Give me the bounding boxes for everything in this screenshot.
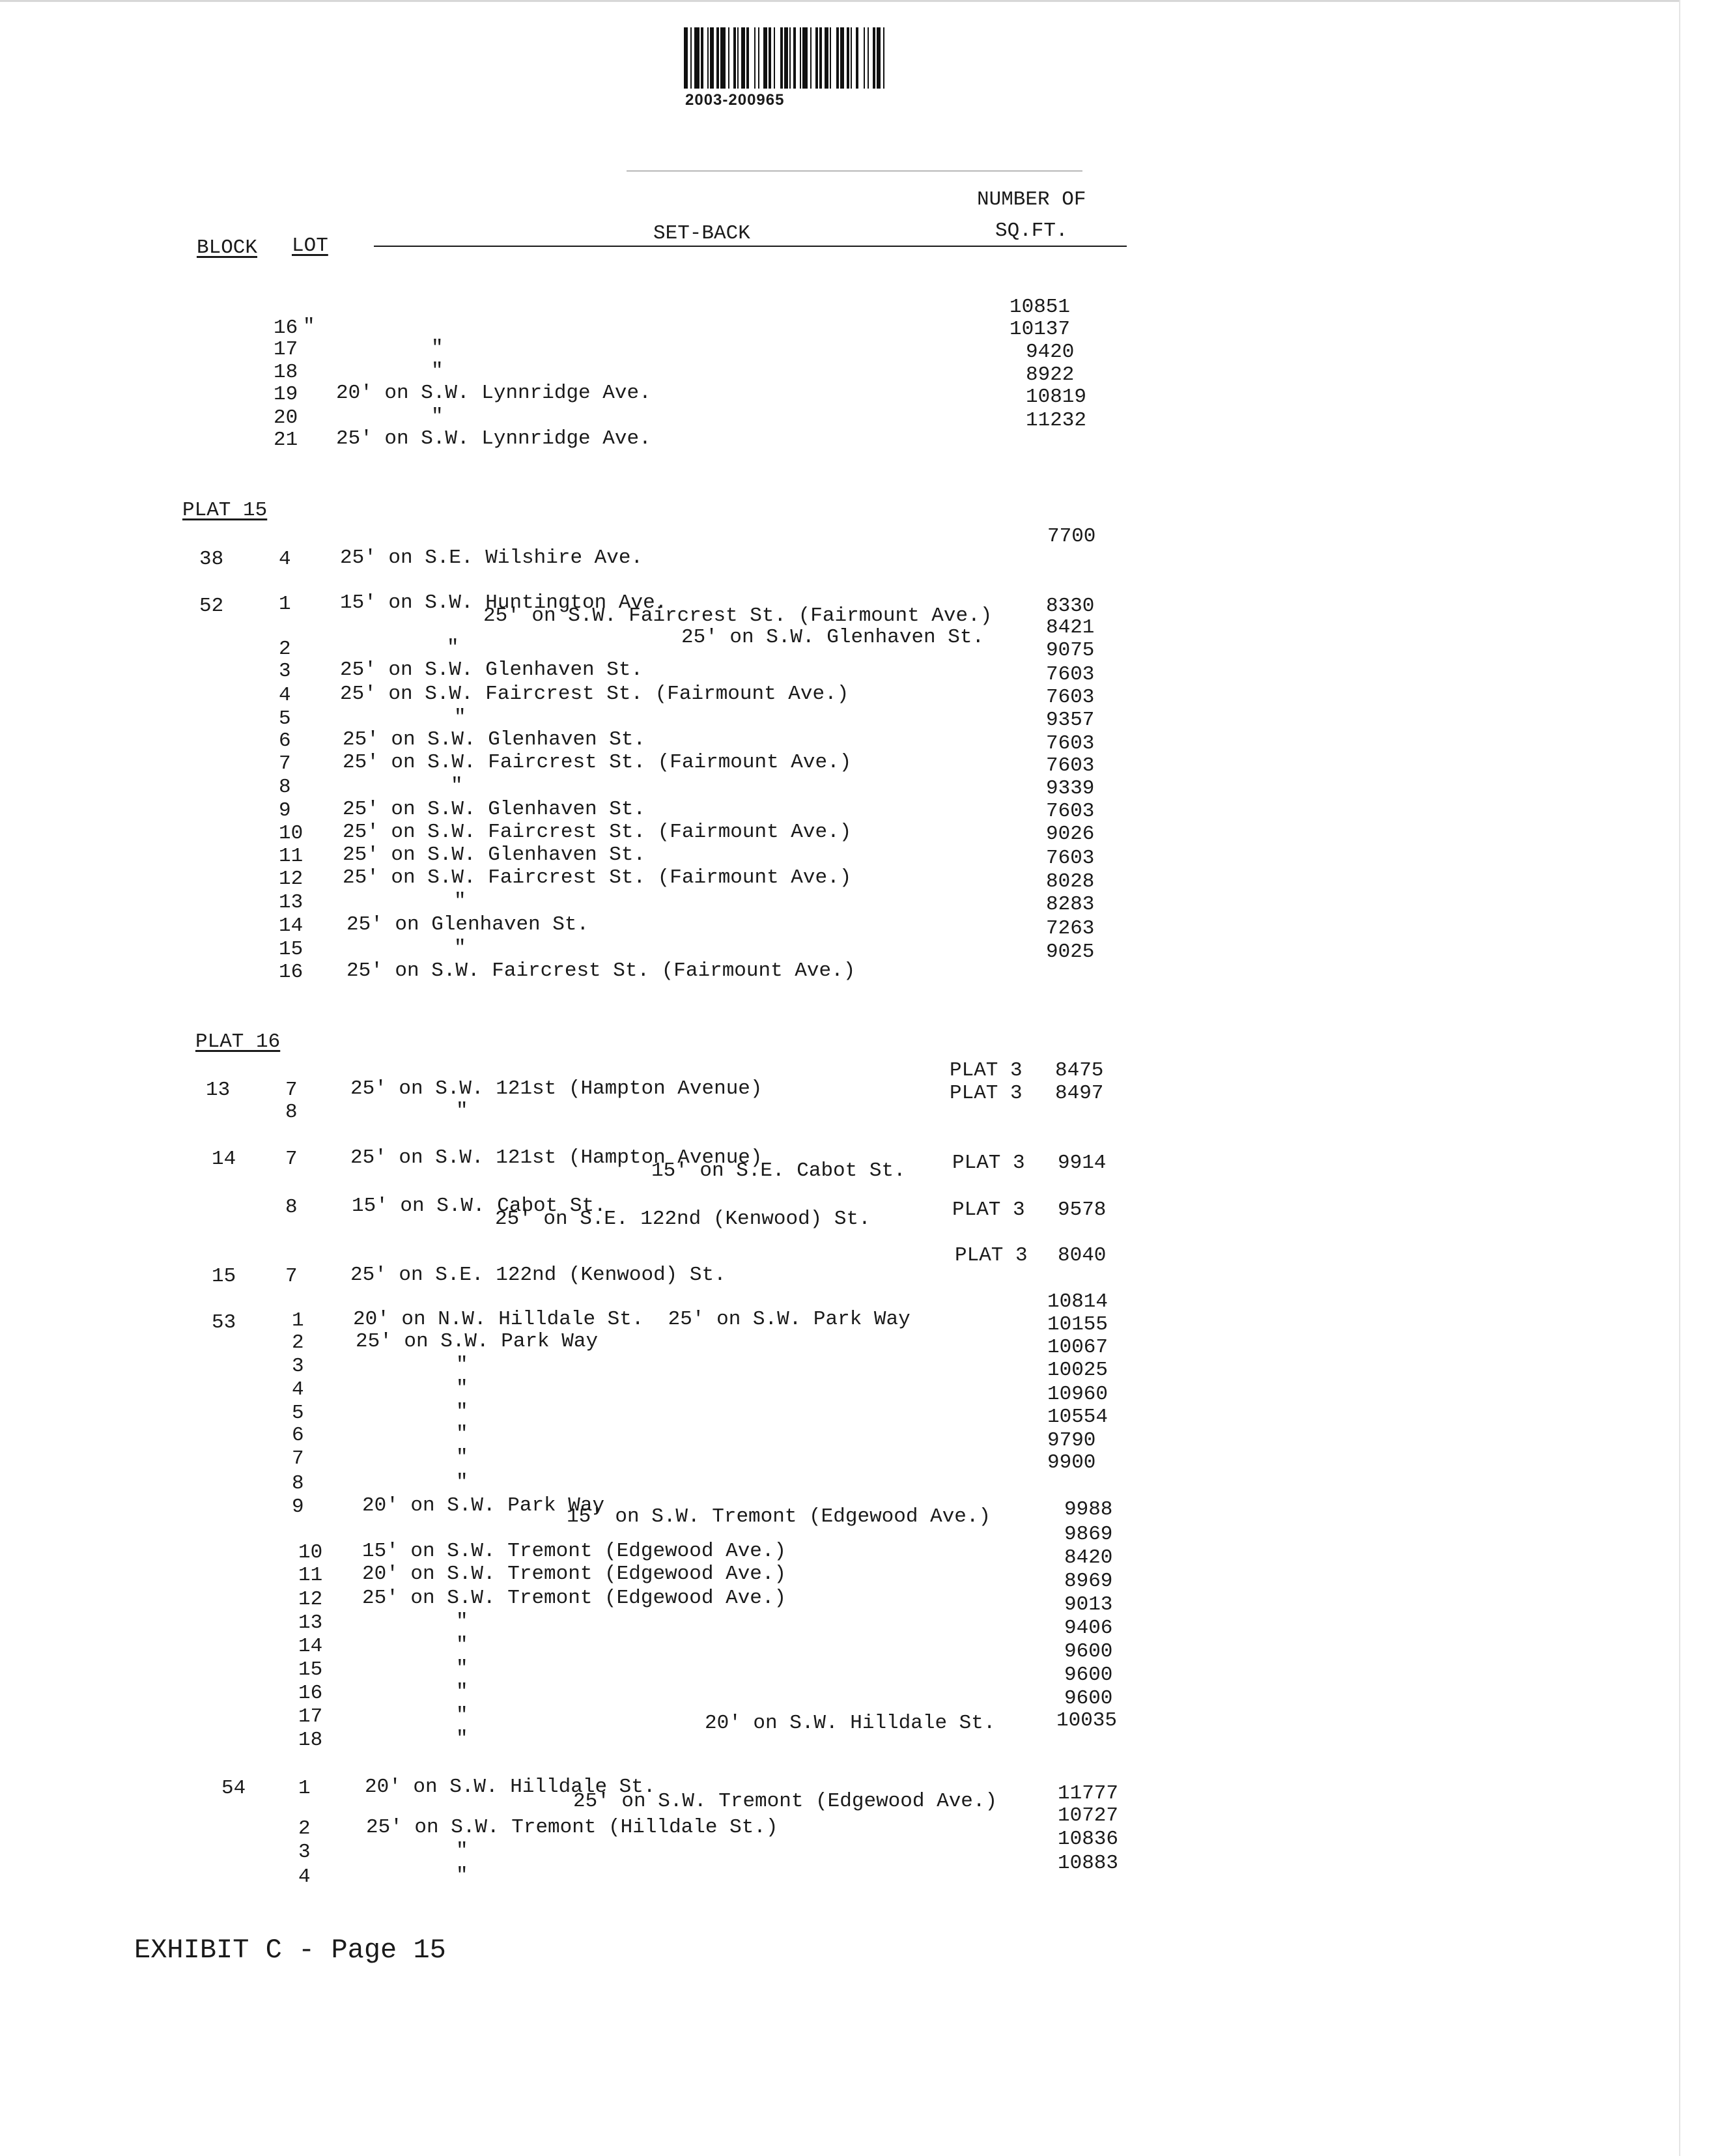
setback-text: " [456,1681,468,1703]
plat-reference: PLAT 3 [952,1199,1025,1221]
setback-text: 20' on S.W. Hilldale St. [365,1776,656,1798]
lot-number: 5 [292,1402,304,1425]
sqft-value: 10883 [1058,1852,1119,1875]
sqft-value: 9420 [1026,341,1075,363]
lot-number: 7 [285,1079,298,1101]
sqft-value: 10727 [1058,1804,1119,1827]
lot-number: 4 [292,1378,304,1401]
lot-number: 2 [298,1817,311,1840]
setback-text-secondary: 25' on S.W. Tremont (Edgewood Ave.) [573,1790,998,1813]
lot-number: 9 [292,1496,304,1518]
setback-text: 25' on S.W. Faircrest St. (Fairmount Ave.) [343,751,852,774]
sqft-value: 8040 [1058,1244,1107,1267]
setback-text: " [456,1354,468,1376]
lot-number: 1 [292,1309,304,1332]
lot-number: 4 [279,548,291,571]
sqft-value: 9026 [1046,823,1095,845]
setback-text: 25' on S.E. Wilshire Ave. [340,546,643,569]
lot-number: 15 [298,1658,323,1681]
setback-text: " [456,1377,468,1400]
setback-text: 15' on S.W. Cabot St. [352,1195,606,1217]
plat-reference: PLAT 3 [955,1244,1028,1267]
lot-number: 8 [279,776,291,799]
sqft-value: 9914 [1058,1152,1107,1174]
lot-number: 8 [285,1101,298,1124]
setback-text: " [456,1727,468,1750]
lot-number: 4 [279,684,291,707]
lot-number: 3 [298,1841,311,1864]
sqft-value: 7603 [1046,847,1095,870]
block-number: 38 [199,548,224,571]
setback-text: " [456,1099,468,1122]
setback-text-secondary: 15' on S.E. Cabot St. [651,1159,906,1182]
lot-number: 9 [279,799,291,822]
sqft-value: 10067 [1047,1336,1109,1359]
lot-number: 18 [274,361,298,384]
sqft-value: 11232 [1026,409,1087,432]
setback-text: 25' on S.W. Glenhaven St. [343,798,646,821]
lot-number: 2 [279,638,291,660]
sqft-value: 11777 [1058,1782,1119,1805]
lot-number: 6 [292,1424,304,1447]
lot-number: 1 [298,1777,311,1800]
sqft-value: 10960 [1047,1383,1109,1406]
sqft-value: 8028 [1046,870,1095,893]
lot-number: 5 [279,707,291,730]
setback-text: " [303,315,315,338]
block-number: 15 [212,1265,236,1288]
plat-reference: PLAT 3 [950,1082,1023,1105]
setback-text: 25' on S.W. Lynnridge Ave. [336,427,651,450]
block-number: 52 [199,595,224,617]
setback-text: " [456,1610,468,1633]
lot-number: 7 [285,1148,298,1170]
header-sqft: SQ.FT. [995,220,1068,242]
sqft-value: 7263 [1046,917,1095,940]
setback-text: " [456,1400,468,1423]
setback-text: " [456,1634,468,1656]
page-top-edge [0,0,1680,2]
setback-text: 25' on S.W. Park Way [356,1330,599,1353]
setback-text: 15' on S.W. Huntington Ave. [340,591,668,614]
setback-text: 25' on S.E. 122nd (Kenwood) St. [350,1264,726,1286]
lot-number: 1 [279,593,291,616]
sqft-value: 7603 [1046,732,1095,755]
setback-text: " [456,1471,468,1494]
lot-number: 12 [298,1588,323,1611]
setback-text: 15' on S.W. Tremont (Edgewood Ave.) [362,1540,787,1563]
lot-number: 13 [279,891,304,914]
sqft-value: 7603 [1046,800,1095,823]
setback-text: " [456,1446,468,1469]
sqft-value: 8421 [1046,616,1095,639]
setback-text-secondary: 25' on S.W. Faircrest St. (Fairmount Ave.) [483,604,993,627]
plat-section-label: PLAT 15 [182,499,268,522]
block-number: 53 [212,1311,236,1334]
sqft-value: 10035 [1056,1709,1118,1732]
sqft-value: 8330 [1046,595,1095,617]
sqft-value: 9578 [1058,1199,1107,1221]
lot-number: 3 [292,1355,304,1378]
setback-text-secondary: 15' on S.W. Tremont (Edgewood Ave.) [567,1505,991,1528]
lot-number: 15 [279,938,304,961]
lot-number: 19 [274,383,298,406]
setback-text: 25' on S.W. Faircrest St. (Fairmount Ave.) [346,959,856,982]
sqft-value: 9600 [1064,1687,1113,1710]
sqft-value: 9869 [1064,1523,1113,1546]
lot-number: 8 [292,1472,304,1495]
lot-number: 14 [298,1635,323,1658]
setback-text: " [454,890,466,913]
lot-number: 10 [298,1541,323,1564]
setback-text-secondary: 25' on S.W. Glenhaven St. [681,626,985,649]
sqft-value: 8475 [1055,1059,1104,1082]
setback-text: 25' on S.W. Glenhaven St. [343,728,646,751]
lot-number: 11 [298,1564,323,1587]
lot-number: 20 [274,406,298,429]
lot-number: 18 [298,1729,323,1752]
setback-text: " [454,937,466,959]
sqft-value: 9600 [1064,1664,1113,1686]
header-setback: SET-BACK [653,222,750,245]
header-block: BLOCK [197,236,258,259]
sqft-value: 10025 [1047,1359,1109,1382]
plat-reference: PLAT 3 [950,1059,1023,1082]
sqft-value: 8420 [1064,1546,1113,1569]
setback-text: 25' on S.W. Faircrest St. (Fairmount Ave.) [343,821,852,844]
setback-text: " [431,337,444,360]
barcode-image [684,27,980,89]
setback-text: 25' on S.W. Tremont (Edgewood Ave.) [362,1587,787,1610]
setback-text: " [447,636,459,659]
setback-text: " [454,706,466,729]
setback-text: 25' on S.W. Faircrest St. (Fairmount Ave.) [340,683,849,705]
setback-text: " [456,1657,468,1680]
setback-text: " [456,1423,468,1445]
lot-number: 16 [274,317,298,339]
setback-text: " [431,360,444,382]
setback-text: 25' on S.W. Glenhaven St. [340,659,643,681]
block-number: 54 [221,1777,246,1800]
sqft-value: 9357 [1046,709,1095,731]
sqft-value: 9075 [1046,639,1095,662]
lot-number: 6 [279,730,291,752]
setback-text: 25' on S.W. Faircrest St. (Fairmount Ave.) [343,866,852,889]
setback-text: " [456,1839,468,1862]
sqft-value: 7603 [1046,686,1095,709]
setback-text: 20' on S.W. Tremont (Edgewood Ave.) [362,1563,787,1585]
setback-text: " [456,1704,468,1727]
lot-number: 7 [279,752,291,775]
lot-number: 2 [292,1331,304,1354]
sqft-value: 9790 [1047,1429,1096,1452]
header-number-of: NUMBER OF [977,188,1086,211]
footer-exhibit-label: EXHIBIT C - Page 15 [134,1935,446,1966]
sqft-value: 7700 [1047,525,1096,548]
setback-text: 20' on S.W. Park Way [362,1494,605,1517]
sqft-value: 10554 [1047,1406,1109,1428]
setback-text: 25' on S.W. Glenhaven St. [343,844,646,866]
sqft-value: 9013 [1064,1593,1113,1616]
setback-text: " [456,1864,468,1887]
lot-number: 4 [298,1865,311,1888]
setback-text: 25' on Glenhaven St. [346,913,589,936]
setback-text: 20' on S.W. Lynnridge Ave. [336,382,651,404]
sqft-value: 10155 [1047,1313,1109,1336]
sqft-value: 8497 [1055,1082,1104,1105]
sqft-value: 7603 [1046,663,1095,686]
lot-number: 21 [274,429,298,451]
sqft-value: 9988 [1064,1498,1113,1521]
setback-text: 25' on S.W. Tremont (Hilldale St.) [366,1816,778,1839]
sqft-value: 9600 [1064,1640,1113,1663]
sqft-value: 10137 [1010,318,1071,341]
barcode-number: 2003-200965 [685,91,785,109]
sqft-value: 10819 [1026,386,1087,408]
setback-text: " [451,774,463,797]
sqft-value: 8922 [1026,363,1075,386]
sqft-value: 9406 [1064,1617,1113,1639]
lot-number: 10 [279,822,304,845]
lot-number: 12 [279,868,304,890]
lot-number: 17 [298,1705,323,1728]
lot-number: 17 [274,338,298,361]
lot-number: 16 [279,961,304,984]
lot-number: 3 [279,660,291,683]
plat-section-label: PLAT 16 [195,1030,281,1053]
lot-number: 16 [298,1682,323,1705]
setback-text: 20' on N.W. Hilldale St. 25' on S.W. Park Way [353,1308,911,1331]
sqft-value: 9025 [1046,941,1095,963]
lot-number: 7 [292,1447,304,1470]
setback-text: 25' on S.W. 121st (Hampton Avenue) [350,1146,763,1169]
block-number: 13 [206,1079,231,1101]
setback-text: " [431,405,444,428]
header-rule [374,246,1127,247]
setback-text-secondary: 20' on S.W. Hilldale St. [705,1712,996,1735]
plat-reference: PLAT 3 [952,1152,1025,1174]
sqft-value: 10836 [1058,1828,1119,1851]
setback-text: 25' on S.W. 121st (Hampton Avenue) [350,1077,763,1100]
page-right-edge [1679,0,1680,2156]
block-number: 14 [212,1148,236,1170]
sqft-value: 8283 [1046,893,1095,916]
lot-number: 11 [279,845,304,868]
sqft-value: 9900 [1047,1451,1096,1474]
lot-number: 8 [285,1196,298,1219]
setback-text-secondary: 25' on S.E. 122nd (Kenwood) St. [495,1208,871,1230]
sqft-value: 10851 [1010,296,1071,319]
header-lot: LOT [292,234,328,257]
sqft-value: 7603 [1046,754,1095,777]
sqft-value: 8969 [1064,1570,1113,1593]
lot-number: 13 [298,1611,323,1634]
lot-number: 7 [285,1265,298,1288]
sqft-value: 9339 [1046,777,1095,800]
sqft-value: 10814 [1047,1290,1109,1313]
lot-number: 14 [279,915,304,937]
